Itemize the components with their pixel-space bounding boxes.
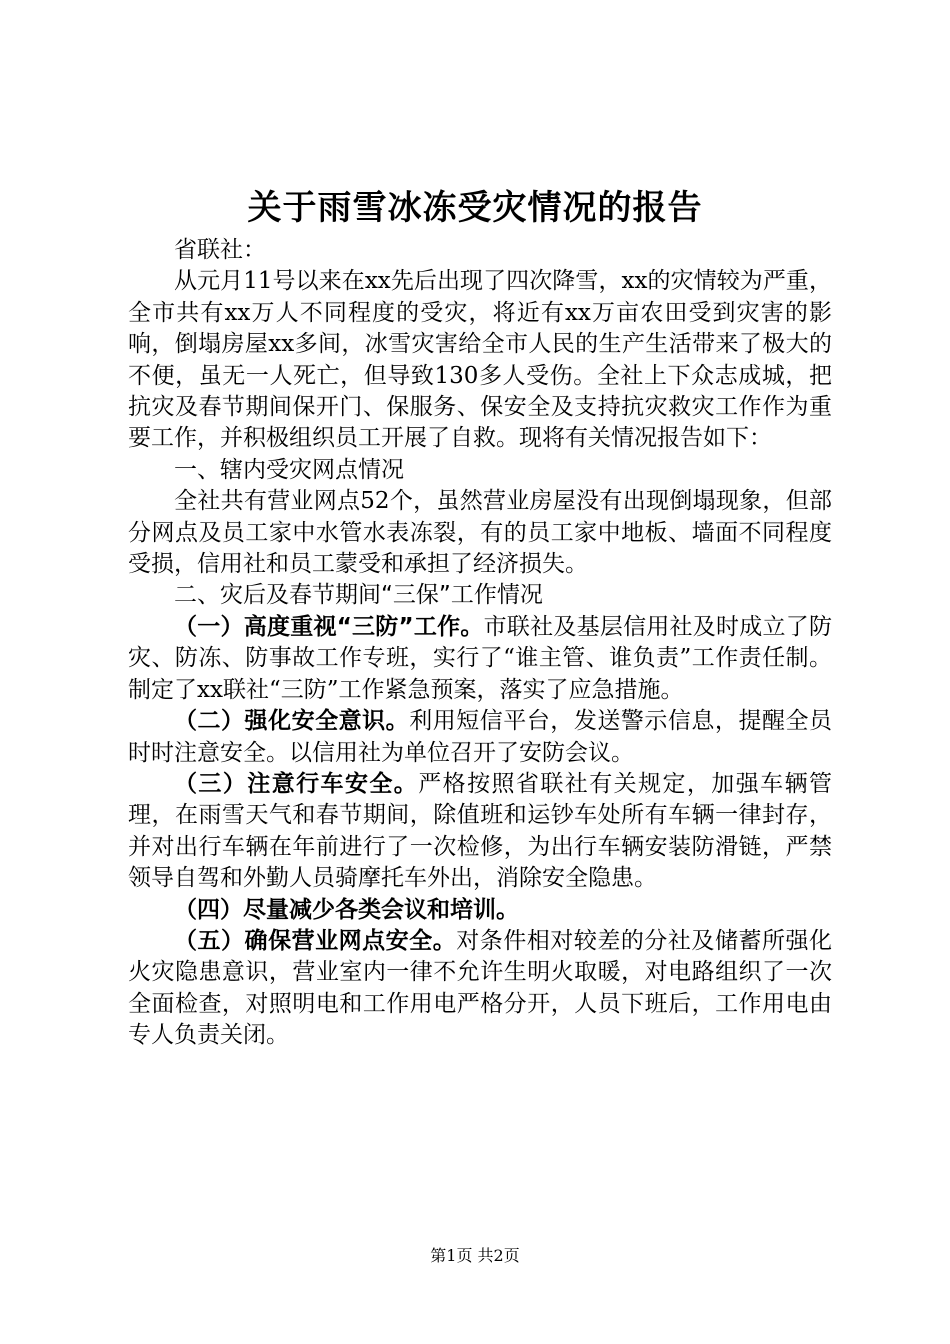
item-lead-3: （三）注意行车安全。 bbox=[174, 770, 419, 797]
item-text-3: 严格按照省联社有关规定，加强车辆管理，在雨雪天气和春节期间，除值班和运钞车处所有车辆一律封存，并对出行车辆在年前进行了一次检修，为出行车辆安装防滑链，严禁领导自驾和外勤人员骑摩托车外出，消除安全隐患。 bbox=[128, 770, 833, 892]
item-paragraph-5 bbox=[128, 926, 832, 1052]
item-lead-1: （一）高度重视“三防”工作。 bbox=[174, 613, 484, 640]
section-1-heading: 一、辖内受灾网点情况 bbox=[174, 456, 404, 483]
item-lead-5: （五）确保营业网点安全。 bbox=[174, 927, 457, 954]
item-paragraph-1 bbox=[128, 612, 832, 706]
intro-paragraph: 从元月11号以来在xx先后出现了四次降雪，xx的灾情较为严重，全市共有xx万人不同程度的受灾，将近有xx万亩农田受到灾害的影响，倒塌房屋xx多间，冰雪灾害给全市人民的生产生活带来了极大的不便，虽无一人死亡，但导致130多人受伤。全社上下众志成城，把抗灾及春节期间保开门、保服务、保安全及支持抗灾救灾工作作为重要工作，并积极组织员工开展了自救。现将有关情况报告如下： bbox=[128, 268, 832, 452]
item-lead-2: （二）强化安全意识。 bbox=[174, 708, 410, 735]
section-1-paragraph: 全社共有营业网点52个，虽然营业房屋没有出现倒塌现象，但部分网点及员工家中水管水表冻裂，有的员工家中地板、墙面不同程度受损，信用社和员工蒙受和承担了经济损失。 bbox=[128, 488, 832, 578]
document-title: 关于雨雪冰冻受灾情况的报告 bbox=[247, 188, 703, 228]
page-number-footer: 第1页 共2页 bbox=[430, 1246, 520, 1265]
item-text-2: 利用短信平台，发送警示信息，提醒全员时时注意安全。以信用社为单位召开了安防会议。 bbox=[128, 708, 833, 766]
document-body bbox=[128, 235, 832, 1052]
item-paragraph-2 bbox=[128, 706, 832, 769]
item-text-1: 市联社及基层信用社及时成立了防灾、防冻、防事故工作专班，实行了“谁主管、谁负责”工作责任制。制定了xx联社“三防”工作紧急预案，落实了应急措施。 bbox=[128, 613, 833, 703]
item-paragraph-3 bbox=[128, 769, 832, 895]
item-text-5: 对条件相对较差的分社及储蓄所强化火灾隐患意识，营业室内一律不允许生明火取暖，对电路组织了一次全面检查，对照明电和工作用电严格分开，人员下班后，工作用电由专人负责关闭。 bbox=[128, 927, 833, 1049]
section-2-heading: 二、灾后及春节期间“三保”工作情况 bbox=[174, 582, 543, 609]
item-paragraph-4 bbox=[128, 895, 832, 926]
salutation: 省联社： bbox=[174, 237, 266, 263]
item-lead-4: （四）尽量减少各类会议和培训。 bbox=[174, 896, 519, 923]
